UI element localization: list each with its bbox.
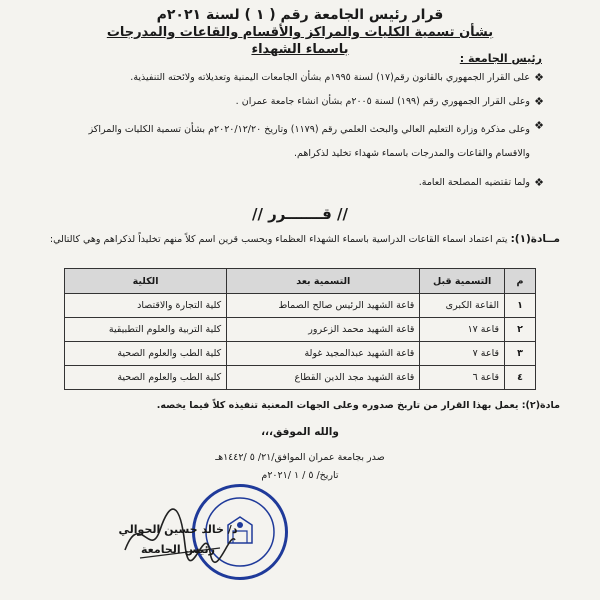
article-1: [20, 232, 560, 247]
col-header-after: التسمية بعد: [227, 269, 420, 294]
cell-before: قاعة ١٧: [420, 318, 505, 342]
decision-heading: // قـــــــرر //: [251, 205, 349, 223]
signatory-name: د/ خالد حسين الحوالي: [118, 523, 238, 536]
cell-after: قاعة الشهيد مجد الدين القطاع: [227, 366, 420, 390]
cell-after: قاعة الشهيد محمد الزعرور: [227, 318, 420, 342]
cell-after: قاعة الشهيد الرئيس صالح الصماط: [227, 294, 420, 318]
president-label: رئيس الجامعة :: [459, 52, 542, 65]
date-line: تاريخ/ ٥ / ١ /٢٠٢١م: [261, 470, 339, 481]
table-row: [65, 318, 536, 342]
signatory-block: [78, 520, 278, 560]
preamble-item: ❖ وعلى مذكرة وزارة التعليم العالي والبحث العلمي رقم (١١٧٩) وتاريخ ٢٠٢٠/١٢/٢٠م بشأن تسمية الكليات والمراكز والاقسام والقاعات والمدرجات باسماء شهداء تخليد لذكراهم.: [54, 118, 544, 166]
article-2: [20, 400, 560, 411]
article-1-label: مــادة(١):: [510, 233, 560, 245]
table-row: [65, 342, 536, 366]
decree-title: قرار رئيس الجامعة رقم ( ١ ) لسنة ٢٠٢١م: [156, 7, 444, 23]
table-header-row: [65, 269, 536, 294]
closing-phrase: والله الموفق،،،: [261, 426, 339, 438]
cell-number: ٣: [505, 342, 536, 366]
table-row: [65, 366, 536, 390]
article-2-text: يعمل بهذا القرار من تاريخ صدوره وعلى الجهات المعنية تنفيذه كلاً فيما يخصه.: [156, 400, 519, 411]
preamble-item: ❖ على القرار الجمهوري بالقانون رقم(١٧) لسنة ١٩٩٥م بشأن الجامعات اليمنية وتعديلاته ولائحته التنفيذية.: [130, 71, 544, 84]
issued-line: صدر بجامعة عمران الموافق/٢١/ ٥ /١٤٤٢هـ: [215, 452, 385, 463]
diamond-bullet-icon: ❖: [534, 95, 544, 108]
cell-college: كلية التربية والعلوم التطبيقية: [65, 318, 227, 342]
cell-before: قاعة ٦: [420, 366, 505, 390]
preamble-item: ❖ ولما تقتضيه المصلحة العامة.: [418, 176, 544, 189]
article-1-text: يتم اعتماد اسماء القاعات الدراسية باسماء الشهداء العظماء وبحسب قرين اسم كلاً منهم تخليداً لذكراهم وهي كالتالي:: [49, 234, 508, 245]
title-block: [90, 6, 510, 58]
preamble-list: [54, 70, 544, 199]
halls-table: [64, 268, 536, 390]
diamond-bullet-icon: ❖: [534, 119, 544, 132]
diamond-bullet-icon: ❖: [534, 71, 544, 84]
diamond-bullet-icon: ❖: [534, 176, 544, 189]
cell-number: ٢: [505, 318, 536, 342]
article-2-label: مادة(٢):: [521, 400, 560, 411]
cell-before: القاعة الكبرى: [420, 294, 505, 318]
cell-before: قاعة ٧: [420, 342, 505, 366]
preamble-item: ❖ وعلى القرار الجمهوري رقم (١٩٩) لسنة ٢٠٠٥م بشأن انشاء جامعة عمران .: [235, 95, 544, 108]
cell-number: ١: [505, 294, 536, 318]
col-header-before: التسمية قبل: [420, 269, 505, 294]
cell-college: كلية الطب والعلوم الصحية: [65, 342, 227, 366]
cell-college: كلية الطب والعلوم الصحية: [65, 366, 227, 390]
decree-subject: بشأن تسمية الكليات والمراكز والأقسام والقاعات والمدرجات باسماء الشهداء: [106, 25, 494, 57]
signatory-title: رئيس الجامعة: [141, 543, 215, 556]
cell-college: كلية التجارة والاقتصاد: [65, 294, 227, 318]
col-header-number: م: [505, 269, 536, 294]
cell-after: قاعة الشهيد عبدالمجيد غولة: [227, 342, 420, 366]
table-row: [65, 294, 536, 318]
cell-number: ٤: [505, 366, 536, 390]
col-header-college: الكلية: [65, 269, 227, 294]
